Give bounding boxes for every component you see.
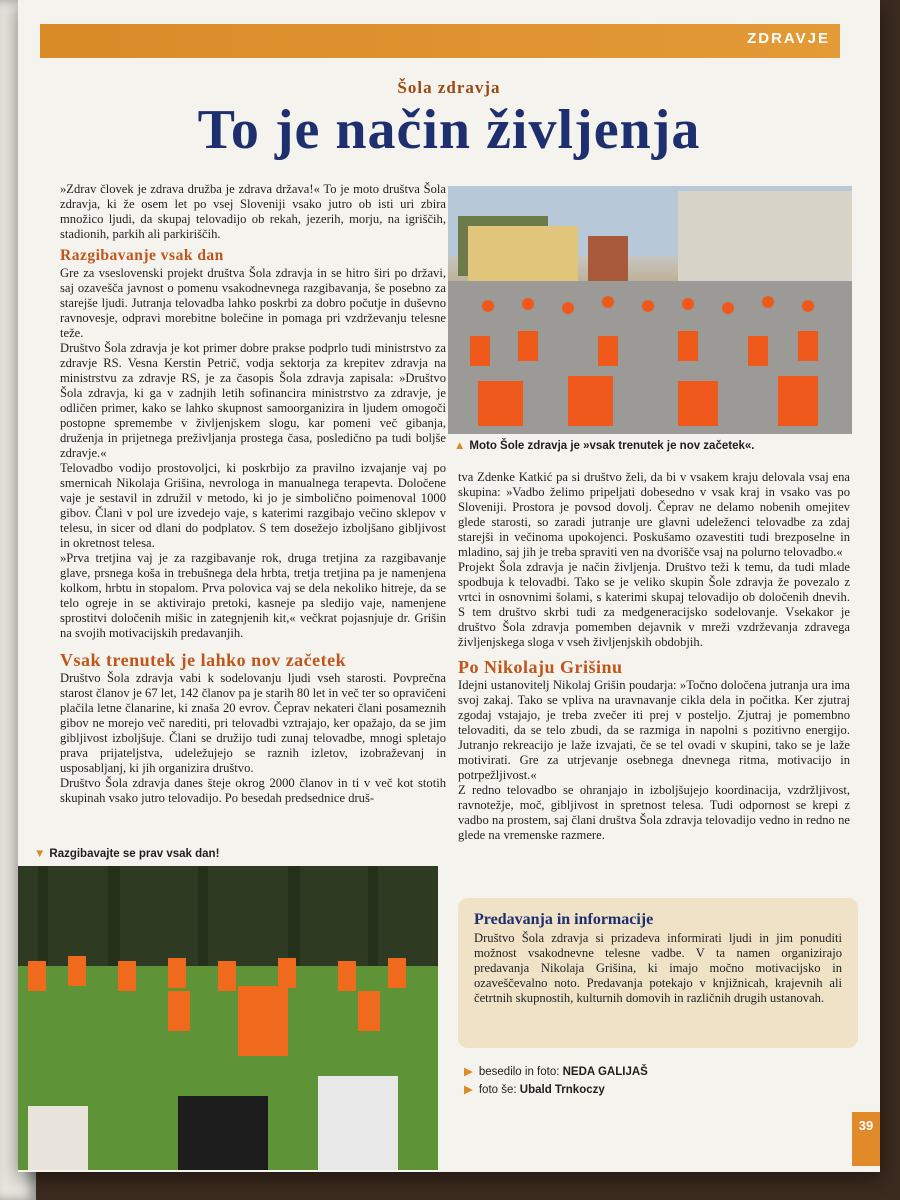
credit-line-text [464,1064,648,1078]
paragraph: Društvo Šola zdravja danes šteje okrog 2000 članov in ti v več kot stotih skupinah vsako jutro telovadijo. Po besedah predsednice druš- [60,776,446,805]
triangle-right-icon: ▶ [464,1066,473,1078]
triangle-up-icon: ▲ [454,440,466,452]
info-box [458,898,858,1048]
photo-bottom-caption [34,848,219,860]
credit-name: NEDA GALIJAŠ [562,1066,648,1078]
caption-text: Moto Šole zdravja je »vsak trenutek je nov začetek«. [469,440,755,452]
magazine-page [18,0,880,1172]
photo-illustration [448,186,852,434]
triangle-right-icon: ▶ [464,1084,473,1096]
article-kicker: Šola zdravja [397,78,501,97]
paragraph: Idejni ustanovitelj Nikolaj Grišin poudarja: »Točno določena jutranja ura ima svoj zakaj. Tako se vpliva na uravnavanje cikla dela in počitka. Ker zjutraj zgodaj vstajajo, je treba zvečer iti prej v posteljo. Zjutraj je pomembno telovaditi, da se telo zbudi, da se razmiga in napolni s pozitivno energijo. Jutranjo rekreacijo je laže izvajati, če se tel ovadi v skupini, tako se je laže motivirati. Gre za utrjevanje osebnega dnevnega ritma, motivacijo in potrpežljivost.« [458,678,850,782]
paragraph: Društvo Šola zdravja vabi k sodelovanju ljudi vseh starosti. Povprečna starost članov je 67 let, 142 članov pa je starih 80 let in več ter so opravičeni plačila letne članarine, ki znaša 20 evrov. Čeprav nekateri člani posameznih gibov ne morejo več narediti, pri telovadbi vztrajajo, ker opažajo, da se jim gibljivost izboljšuje. Člani se družijo tudi zunaj telovadbe, mnogi spletajo prava prijateljstva, udeležujejo se raznih izletov, izobraževanj in usposabljanj, ki jih organizira društvo. [60,671,446,775]
section-heading-nov-zacetek: Vsak trenutek je lahko nov začetek [60,650,347,670]
credit-name: Ubald Trnkoczy [519,1084,605,1096]
section-heading-grisin: Po Nikolaju Grišinu [458,657,623,677]
paragraph: »Prva tretjina vaj je za razgibavanje rok, druga tretjina za razgibavanje glave, prsnega koša in trebušnega dela hrbta, tretja tretjina pa je namenjena kolkom, hrbtu in stopalom. Prva polovica vaj se dela nekoliko hitreje, da se telo ogreje in se aktivirajo pretoki, kasneje pa sledijo vaje, namenjene sprostitvi določenih mišic in zategnjenih kit,« večkrat pojasnjuje dr. Grišin na svojih motivacijskih predavanjih. [60,551,446,640]
triangle-down-icon: ▼ [34,848,46,860]
section-label: ZDRAVJE [747,30,830,47]
credit-line-photo [464,1082,605,1096]
right-column [458,470,850,843]
credit-label: foto še: [478,1084,517,1096]
section-heading-razgibavanje: Razgibavanje vsak dan [60,247,224,264]
paragraph: tva Zdenke Katkić pa si društvo želi, da bi v vsakem kraju delovala vsaj ena skupina: »Vadbo želimo pripeljati dobesedno v vsak kraj in vsako vas po Sloveniji. Prostora je povsod dovolj. Čeprav ne delamo nobenih omejitev glede starosti, so zaradi jutranje ure glavni udeleženci telovadbe za zdaj starejši in večinoma upokojenci. Poskušamo ozavestiti tudi brezposelne in mladino, saj jih je treba spraviti ven na dvoriščе vsaj na polurno telovadbo.« [458,470,850,559]
section-band [40,24,840,58]
paragraph: Z redno telovadbo se ohranjajo in izboljšujejo koordinacija, vzdržljivost, ravnotežje, moč, gibljivost in spretnost telesa. Tudi odpornost se krepi z vadbo na prostem, saj člani društva Šola zdravja telovadijo vedno in redno ne glede na vremenske razmere. [458,783,850,842]
page-number: 39 [852,1112,880,1166]
credit-label: besedilo in foto: [478,1066,560,1078]
info-box-body: Društvo Šola zdravja si prizadeva informirati ljudi in jim ponuditi možnost vsakodnevne telesne vadbe. V ta namen organizirajo predavanja Nikolaja Grišina, ki imajo močno motivacijsko in ozaveščevalno noto. Predavanja potekajo v knjižnicah, krajevnih ali četrtnih skupnostih, kulturnih domovih in različnih drugih ustanovah. [474,931,842,1005]
caption-text: Razgibavajte se prav vsak dan! [49,848,220,860]
left-column [60,182,446,806]
intro-paragraph: »Zdrav človek je zdrava družba je zdrava država!« To je moto društva Šola zdravja, ki že osem let po vsej Sloveniji vsako jutro ob isti uri zbira množico ljudi, da skupaj telovadijo ob rekah, jezerih, morju, na igriščih, stadionih, parkih ali parkiriščih. [60,182,446,241]
paragraph: Društvo Šola zdravja je kot primer dobre prakse podprlo tudi ministrstvo za zdravje RS. Vesna Kerstin Petrič, vodja sektorja za krepitev zdravja na ministrstvu za zdravje RS, je za časopis Šola zdravja zapisala: »Društvo Šola zdravja, ki ga v zadnjih letih sofinancira ministrstvo za zdravje, je odličen primer, kako se lahko skupnost samoorganizira in ljudem omogoči postopne spremembe v življenjskem slogu, kar pomeni več gibanja, druženja in prijetnega preživljanja prostega časa, posledično pa tudi boljše zdravje.« [60,341,446,460]
article-title: To je način življenja [197,99,701,161]
photo-square-exercise [448,186,852,434]
info-box-title: Predavanja in informacije [474,911,654,928]
paragraph: Projekt Šola zdravja je način življenja. Društvo teži k temu, da tudi mlade spodbuja k telovadbi. Tako se je veliko skupin Šole zdravja že povezalo z vrtci in osnovnimi šolami, s katerimi skupaj telovadijo ob določenih dnevih. S tem društvo skrbi tudi za medgeneracijsko sodelovanje. Vsekakor je društvo Šola zdravja pomemben dejavnik v mreži vzdrževanja zdravega življenjskega sloga v vseh življenjskih obdobjih. [458,560,850,649]
paragraph: Telovadbo vodijo prostovoljci, ki poskrbijo za pravilno izvajanje vaj po smernicah Nikolaja Grišina, nevrologa in manualnega terapevta. Določene vaje je sestavil in združil v metodo, ki jo je simbolično poimenoval 1000 gibov. Člani v pol ure izvedejo vaje, s katerimi razgibajo večino sklepov v telesu, in sicer od dlani do podplatov. S tem dosežejo izboljšano gibljivost in okretnost telesa. [60,461,446,550]
photo-park-exercise [18,866,438,1170]
paragraph: Gre za vseslovenski projekt društva Šola zdravja in se hitro širi po državi, saj ozavešča javnost o pomenu vsakodnevnega razgibavanja, še posebno za starejše ljudi. Jutranja telovadba lahko poskrbi za dobro počutje in duševno ravnovesje, odpravi morebitne bolečine in pomaga pri vzdrževanju telesne teže. [60,266,446,340]
photo-illustration [18,866,438,1170]
photo-top-caption [454,440,754,452]
